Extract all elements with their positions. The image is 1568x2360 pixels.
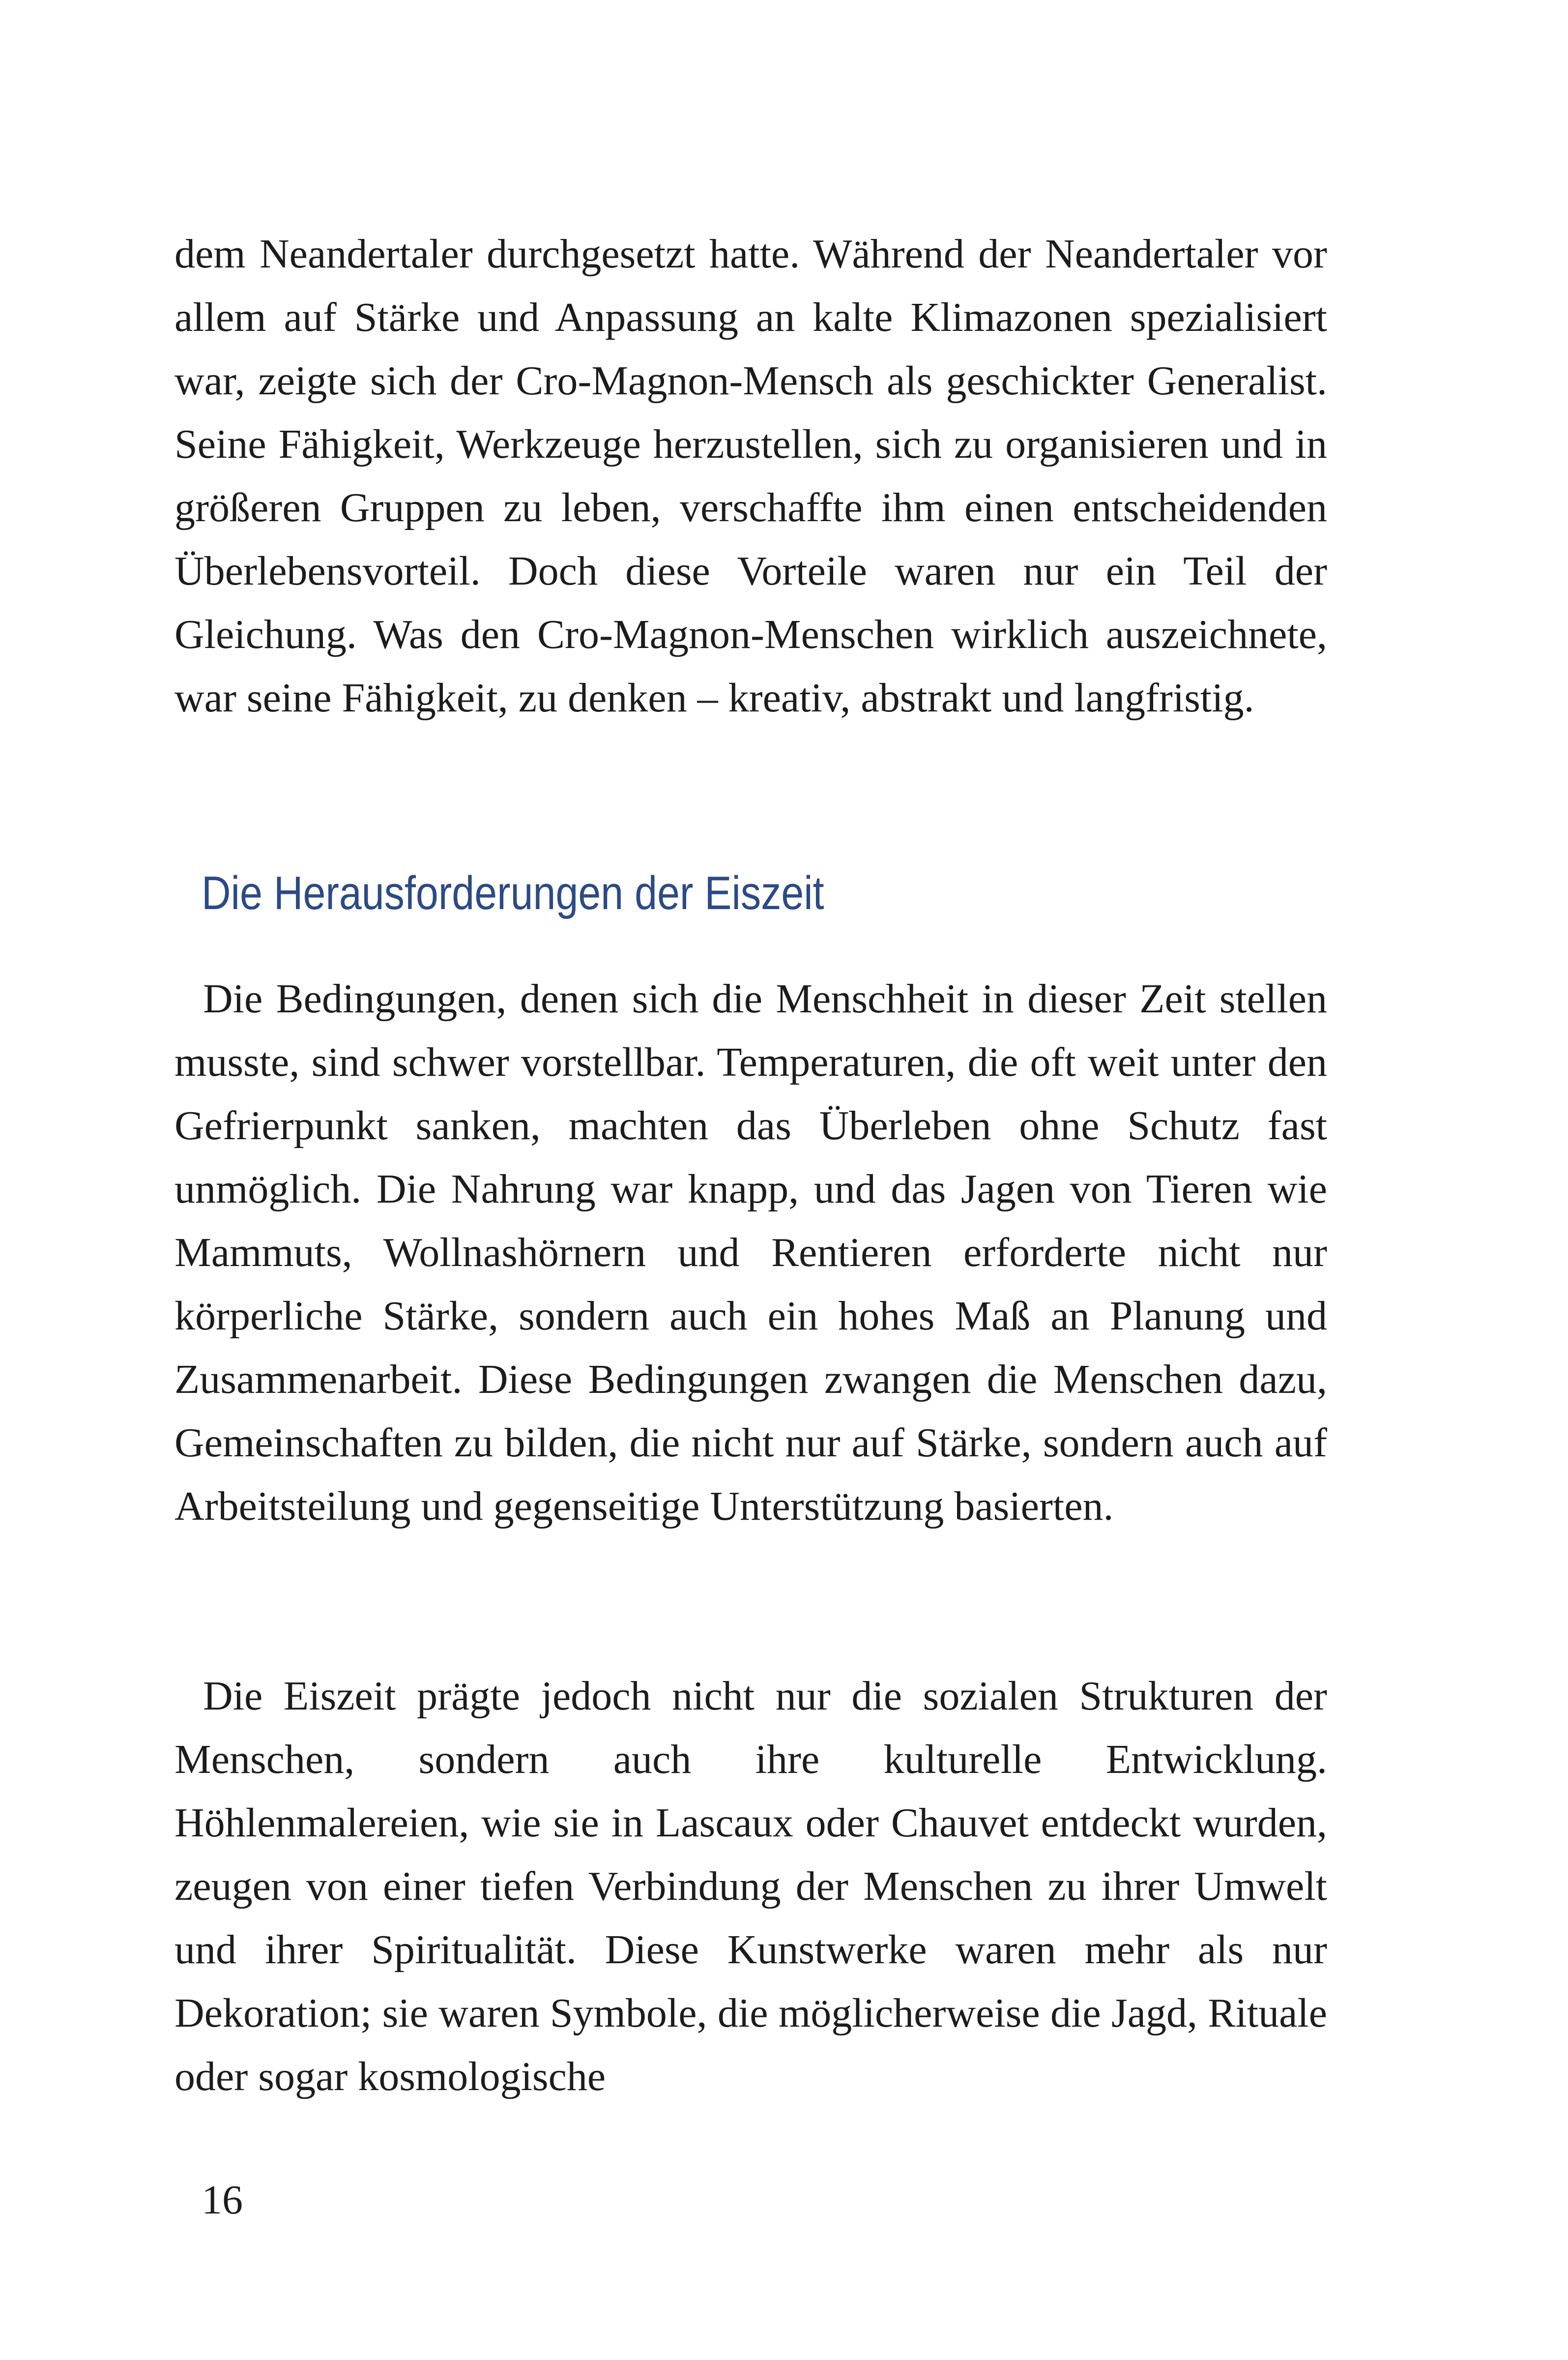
paragraph-culture: Die Eiszeit prägte jedoch nicht nur die sozialen Strukturen der Menschen, sondern auch ihre kulturelle Entwicklung. Höhlenmalereien, wie sie in Lascaux oder Chauvet entdeckt wurden, zeugen von einer tiefen Verbindung der Menschen zu ihrer Umwelt und ihrer Spiritualität. Diese Kunstwerke waren mehr als nur Dekoration; sie waren Symbole, die möglicherweise die Jagd, Rituale oder sogar kosmologische <box>174 1673 1327 2099</box>
section-heading: Die Herausforderungen der Eiszeit <box>202 867 824 919</box>
page-number: 16 <box>202 2177 243 2223</box>
paragraph-conditions: Die Bedingungen, denen sich die Menschheit in dieser Zeit stellen musste, sind schwer vorstellbar. Temperaturen, die oft weit unter den Gefrierpunkt sanken, machten das Überleben ohne Schutz fast unmöglich. Die Nahrung war knapp, und das Jagen von Tieren wie Mammuts, Wollnashörnern und Rentieren erforderte nicht nur körperliche Stärke, sondern auch ein hohes Maß an Planung und Zusammenarbeit. Diese Bedingungen zwangen die Menschen dazu, Gemeinschaften zu bilden, die nicht nur auf Stärke, sondern auch auf Arbeitsteilung und gegenseitige Unterstützung basierten. <box>174 976 1327 1529</box>
continued-paragraph: dem Neandertaler durchgesetzt hatte. Während der Neandertaler vor allem auf Stärke und Anpassung an kalte Klimazonen spezialisiert war, zeigte sich der Cro-Magnon-Mensch als geschickter Generalist. Seine Fähigkeit, Werkzeuge herzustellen, sich zu organisieren und in größeren Gruppen zu leben, verschaffte ihm einen entscheidenden Überlebensvorteil. Doch diese Vorteile waren nur ein Teil der Gleichung. Was den Cro-Magnon-Menschen wirklich auszeichnete, war seine Fähigkeit, zu denken – kreativ, abstrakt und langfristig. <box>174 231 1327 721</box>
